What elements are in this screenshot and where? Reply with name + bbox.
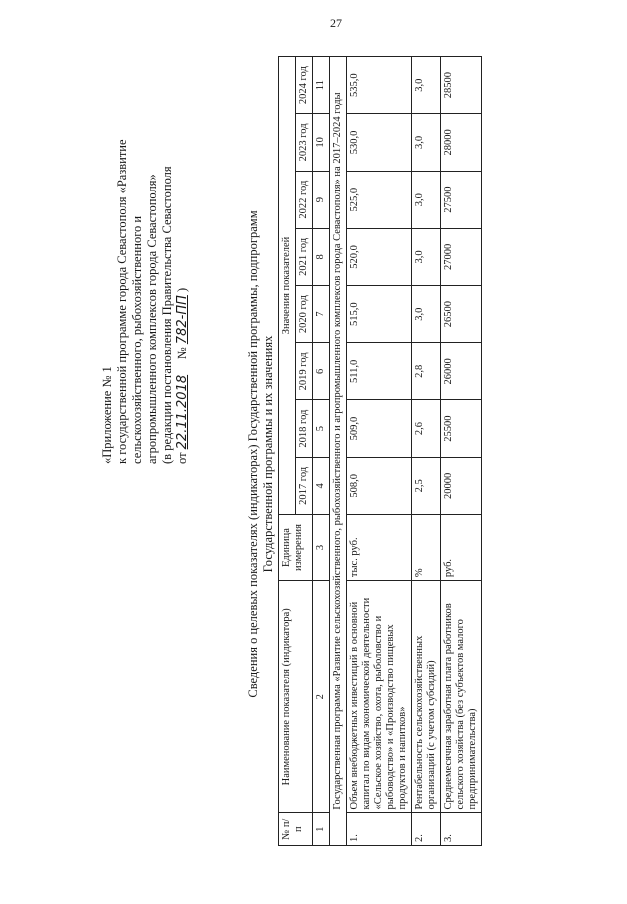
row-value: 3,0 bbox=[412, 286, 441, 343]
column-index-row bbox=[313, 57, 330, 846]
row-value: 3,0 bbox=[412, 57, 441, 114]
table-row bbox=[441, 57, 482, 846]
row-value: 508,0 bbox=[347, 457, 412, 514]
header-values: Значения показателей bbox=[279, 57, 296, 515]
section-title: Государственная программа «Развитие сельскохозяйственного, рыбохозяйственного и агропромышленного комплексов города Севастополя» на 2017–2024 годы bbox=[330, 57, 347, 846]
row-unit: тыс. руб. bbox=[347, 514, 412, 580]
row-unit: % bbox=[412, 514, 441, 580]
decree-number: 782-ПП bbox=[175, 295, 190, 345]
column-index: 2 bbox=[313, 581, 330, 813]
decree-close-paren: ) bbox=[175, 287, 189, 292]
table-row bbox=[412, 57, 441, 846]
annex-line: сельскохозяйственного, рыбохозяйственного и bbox=[130, 215, 144, 464]
decree-date: 22.11.2018 bbox=[175, 374, 190, 450]
table-heading bbox=[246, 14, 276, 894]
row-number: 2. bbox=[412, 813, 441, 846]
column-index: 3 bbox=[313, 514, 330, 580]
header-year: 2018 год bbox=[296, 400, 313, 457]
row-value: 2,6 bbox=[412, 400, 441, 457]
column-index: 7 bbox=[313, 286, 330, 343]
column-index: 4 bbox=[313, 457, 330, 514]
annex-line: агропромышленного комплексов города Севастополя» bbox=[145, 174, 159, 464]
row-value: 20000 bbox=[441, 457, 482, 514]
heading-line: Государственной программы и их значениях bbox=[261, 335, 275, 573]
annex-title: «Приложение № 1 bbox=[100, 366, 114, 464]
header-unit: Единица измерения bbox=[279, 514, 313, 580]
row-value: 27000 bbox=[441, 228, 482, 285]
row-value: 515,0 bbox=[347, 286, 412, 343]
row-value: 535,0 bbox=[347, 57, 412, 114]
column-index: 1 bbox=[313, 813, 330, 846]
document-sheet bbox=[10, 14, 610, 894]
row-value: 25500 bbox=[441, 400, 482, 457]
heading-line: Сведения о целевых показателях (индикаторах) Государственной программы, подпрограмм bbox=[246, 210, 260, 698]
row-value: 3,0 bbox=[412, 114, 441, 171]
row-value: 28000 bbox=[441, 114, 482, 171]
annex-decree-line bbox=[175, 24, 190, 464]
row-value: 3,0 bbox=[412, 228, 441, 285]
column-index: 8 bbox=[313, 228, 330, 285]
column-index: 11 bbox=[313, 57, 330, 114]
header-year: 2024 год bbox=[296, 57, 313, 114]
header-number: № п/п bbox=[279, 813, 313, 846]
header-year: 2023 год bbox=[296, 114, 313, 171]
row-number: 1. bbox=[347, 813, 412, 846]
row-value: 2,5 bbox=[412, 457, 441, 514]
row-number: 3. bbox=[441, 813, 482, 846]
row-value: 509,0 bbox=[347, 400, 412, 457]
column-index: 9 bbox=[313, 171, 330, 228]
annex-line: к государственной программе города Севастополя «Развитие bbox=[115, 139, 129, 464]
decree-from: от bbox=[175, 452, 189, 464]
column-index: 6 bbox=[313, 343, 330, 400]
annex-line: (в редакции постановления Правительства Севастополя bbox=[160, 166, 174, 464]
row-value: 520,0 bbox=[347, 228, 412, 285]
table-header-row bbox=[279, 57, 296, 846]
header-year: 2022 год bbox=[296, 171, 313, 228]
column-index: 10 bbox=[313, 114, 330, 171]
row-value: 525,0 bbox=[347, 171, 412, 228]
header-name: Наименование показателя (индикатора) bbox=[279, 581, 313, 813]
row-value: 26000 bbox=[441, 343, 482, 400]
row-value: 511,0 bbox=[347, 343, 412, 400]
indicators-table bbox=[278, 56, 482, 846]
page-number: 27 bbox=[330, 16, 342, 30]
column-index: 5 bbox=[313, 400, 330, 457]
header-year: 2017 год bbox=[296, 457, 313, 514]
header-year: 2021 год bbox=[296, 228, 313, 285]
annex-block bbox=[100, 24, 190, 464]
row-value: 2,8 bbox=[412, 343, 441, 400]
header-year: 2020 год bbox=[296, 286, 313, 343]
row-value: 530,0 bbox=[347, 114, 412, 171]
table-row bbox=[347, 57, 412, 846]
row-name: Среднемесячная заработная плата работников сельского хозяйства (без субъектов малого предпринимательства) bbox=[441, 581, 482, 813]
decree-number-prefix: № bbox=[175, 347, 189, 360]
row-value: 27500 bbox=[441, 171, 482, 228]
header-year: 2019 год bbox=[296, 343, 313, 400]
section-row bbox=[330, 57, 347, 846]
row-value: 3,0 bbox=[412, 171, 441, 228]
row-value: 26500 bbox=[441, 286, 482, 343]
row-unit: руб. bbox=[441, 514, 482, 580]
row-name: Рентабельность сельскохозяйственных организаций (с учетом субсидий) bbox=[412, 581, 441, 813]
row-name: Объем внебюджетных инвестиций в основной капитал по видам экономической деятельности «Сельское хозяйство, охота, рыболовство и рыбоводство» и «Производство пищевых продуктов и напитков» bbox=[347, 581, 412, 813]
row-value: 28500 bbox=[441, 57, 482, 114]
